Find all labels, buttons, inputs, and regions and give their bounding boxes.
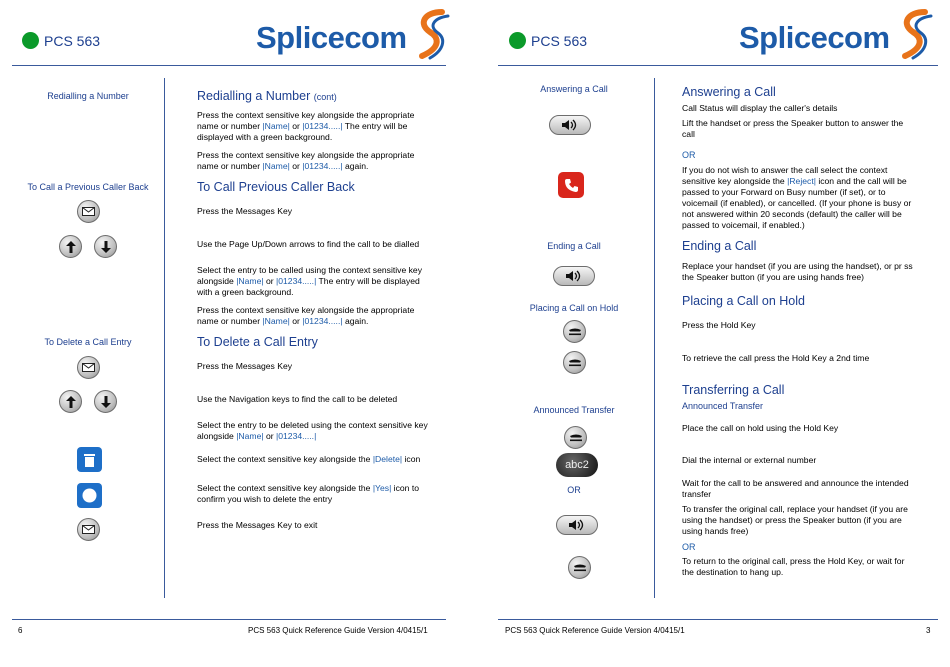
speaker-key-icon [556, 515, 598, 535]
delete-step-2: Use the Navigation keys to find the call to be deleted [197, 394, 398, 404]
model-brand [22, 32, 100, 49]
logo-swoosh-icon [887, 6, 939, 62]
logo-swoosh-icon [404, 6, 456, 62]
messages-key-icon [77, 518, 100, 541]
side-label-or: OR [567, 485, 581, 495]
speaker-key-icon [549, 115, 591, 135]
header-rule [12, 65, 446, 66]
prev-step-4: Press the context sensitive key alongside the appropriate name or number |Name| or |01234.....| again. [197, 305, 415, 326]
page-up-arrow-icon [59, 390, 82, 413]
answer-step-3: If you do not wish to answer the call select the context sensitive key alongside the |Reject| icon and the call will be passed to your Forward on Busy number (if set), or to voicemail (if enabled), or cancelled. (If your phone is busy or not answered within 20 seconds (default) the caller will be passed to voicemail, if enabled.) [682, 165, 912, 230]
hold-key-icon [568, 556, 591, 579]
or-divider: OR [682, 150, 696, 160]
delete-step-4: Select the context sensitive key alongside the |Delete| icon [197, 454, 421, 464]
prev-step-3: Select the entry to be called using the context sensitive key alongside |Name| or |01234.....| The entry will be displayed with a green background. [197, 265, 422, 297]
footer-title: PCS 563 Quick Reference Guide Version 4/0415/1 [248, 626, 428, 635]
logo-text: Splicecom [739, 20, 890, 55]
hold-key-icon [563, 351, 586, 374]
keypad-2-icon: abc2 [556, 453, 598, 477]
side-label-prev-caller: To Call a Previous Caller Back [27, 182, 149, 192]
heading-prev-caller: To Call Previous Caller Back [197, 180, 355, 194]
speaker-key-icon [553, 266, 595, 286]
hold-key-icon [563, 320, 586, 343]
hold-step-2: To retrieve the call press the Hold Key a 2nd time [682, 353, 870, 363]
side-label-answering: Answering a Call [540, 84, 608, 94]
side-label-redial: Redialling a Number [47, 91, 129, 101]
page-down-arrow-icon [94, 390, 117, 413]
ending-step-1: Replace your handset (if you are using the handset), or pr ss the Speaker button (if you are using hands free) [682, 261, 913, 282]
delete-step-3: Select the entry to be deleted using the context sensitive key alongside |Name| or |01234.....| [197, 420, 428, 441]
header-rule [498, 65, 938, 66]
side-label-delete: To Delete a Call Entry [44, 337, 132, 347]
prev-step-2: Use the Page Up/Down arrows to find the call to be dialled [197, 239, 420, 249]
transfer-step-5: To return to the original call, press the Hold Key, or wait for the destination to hang up. [682, 556, 905, 577]
trash-can-icon [77, 447, 102, 472]
page-down-arrow-icon [94, 235, 117, 258]
splicecom-logo [739, 6, 939, 62]
transfer-step-1: Place the call on hold using the Hold Key [682, 423, 839, 433]
delete-step-6: Press the Messages Key to exit [197, 520, 318, 530]
heading-ending: Ending a Call [682, 239, 757, 253]
heading-hold: Placing a Call on Hold [682, 294, 805, 308]
transfer-step-4: To transfer the original call, replace your handset (if you are using the handset) or press the Speaker button (if you are using hands free) [682, 504, 908, 536]
delete-step-1: Press the Messages Key [197, 361, 293, 371]
heading-answering: Answering a Call [682, 85, 776, 99]
subheading-announced: Announced Transfer [682, 401, 764, 411]
footer-rule [12, 619, 446, 620]
status-dot-icon [509, 32, 526, 49]
side-label-hold: Placing a Call on Hold [529, 303, 619, 313]
column-divider [164, 78, 165, 598]
or-divider: OR [682, 542, 696, 552]
splicecom-logo [256, 6, 456, 62]
redial-step-2: Press the context sensitive key alongside the appropriate name or number |Name| or |01234.....| again. [197, 150, 415, 171]
page-up-arrow-icon [59, 235, 82, 258]
footer-title: PCS 563 Quick Reference Guide Version 4/0415/1 [505, 626, 685, 635]
left-page [0, 0, 462, 667]
logo-text: Splicecom [256, 20, 407, 55]
answer-step-1: Call Status will display the caller's details [682, 103, 838, 113]
hold-step-1: Press the Hold Key [682, 320, 756, 330]
answer-handset-icon [558, 172, 584, 198]
hold-key-icon [564, 426, 587, 449]
transfer-step-2: Dial the internal or external number [682, 455, 817, 465]
page-number: 6 [18, 626, 23, 635]
answer-step-2: Lift the handset or press the Speaker button to answer the call [682, 118, 904, 139]
delete-step-5: Select the context sensitive key alongside the |Yes| icon to confirm you wish to delete the entry [197, 483, 420, 504]
heading-redial: Redialling a Number (cont) [197, 89, 337, 103]
column-divider [654, 78, 655, 598]
side-label-ending: Ending a Call [547, 241, 601, 251]
model-label: PCS 563 [531, 32, 588, 49]
redial-step-1: Press the context sensitive key alongside the appropriate name or number |Name| or |01234.....| The entry will be displayed with a green background. [197, 110, 415, 142]
confirm-circle-icon [77, 483, 102, 508]
side-label-transfer: Announced Transfer [533, 405, 615, 415]
page-number: 3 [926, 626, 931, 635]
transfer-step-3: Wait for the call to be answered and announce the intended transfer [682, 478, 909, 499]
heading-delete: To Delete a Call Entry [197, 335, 318, 349]
model-brand [509, 32, 587, 49]
heading-transferring: Transferring a Call [682, 383, 785, 397]
messages-key-icon [77, 356, 100, 379]
status-dot-icon [22, 32, 39, 49]
messages-key-icon [77, 200, 100, 223]
model-label: PCS 563 [44, 32, 101, 49]
footer-rule [498, 619, 938, 620]
prev-step-1: Press the Messages Key [197, 206, 293, 216]
right-page [488, 0, 950, 667]
